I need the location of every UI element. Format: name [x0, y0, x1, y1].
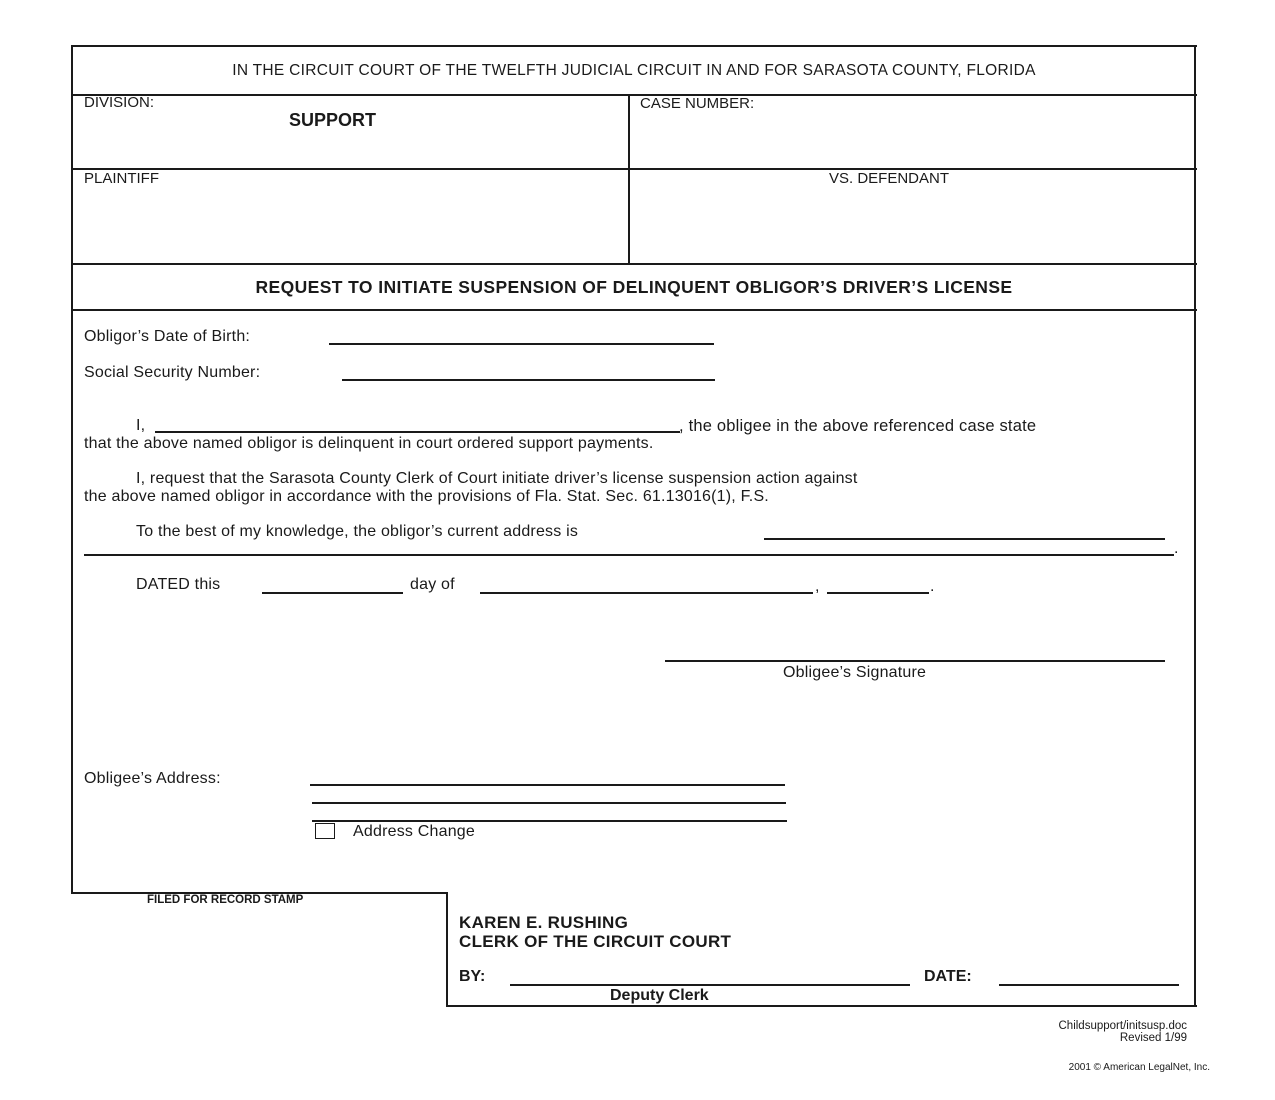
- case-number-value[interactable]: [640, 125, 1180, 155]
- address-change-label: Address Change: [353, 823, 475, 840]
- form-title: REQUEST TO INITIATE SUSPENSION OF DELINQUENT OBLIGOR’S DRIVER’S LICENSE: [255, 277, 1013, 297]
- clerk-box-left: [446, 892, 448, 1007]
- dated-year-line: [827, 592, 929, 594]
- signature-input[interactable]: [667, 630, 1163, 658]
- obligee-address-line-3: [312, 820, 787, 822]
- obligor-address-input[interactable]: [766, 520, 1164, 537]
- ssn-line: [342, 379, 715, 381]
- address-change-checkbox[interactable]: [315, 823, 335, 839]
- clerk-name: KAREN E. RUSHING: [459, 913, 629, 932]
- caption-bottom: [71, 263, 1197, 265]
- header-divider: [71, 94, 1197, 96]
- p2-line1: I, request that the Sarasota County Clerk of Court initiate driver’s license suspension action against: [136, 470, 858, 487]
- p3-end: .: [1174, 540, 1179, 557]
- obligor-address-line-2: [84, 554, 1174, 556]
- obligee-address-input[interactable]: [312, 770, 785, 820]
- frame-left: [71, 45, 73, 894]
- deputy-signature-line: [510, 984, 910, 986]
- day-of-label: day of: [410, 576, 455, 593]
- frame-top: [71, 45, 1197, 47]
- plaintiff-label: PLAINTIFF: [84, 170, 160, 187]
- obligee-name-line: [155, 431, 680, 433]
- p3-text: To the best of my knowledge, the obligor’s current address is: [136, 523, 579, 540]
- division-value[interactable]: SUPPORT: [289, 110, 377, 130]
- clerk-date-line: [999, 984, 1179, 986]
- title-bottom: [71, 309, 1197, 311]
- dob-input[interactable]: [332, 324, 712, 342]
- frame-right: [1194, 45, 1196, 1007]
- dob-line: [329, 343, 714, 345]
- dated-comma: ,: [815, 578, 820, 595]
- caption-divider: [71, 168, 1197, 170]
- p1-start: I,: [136, 417, 146, 434]
- deputy-clerk-label: Deputy Clerk: [610, 987, 709, 1004]
- dated-label: DATED this: [136, 576, 221, 593]
- dated-day-input[interactable]: [264, 574, 401, 591]
- clerk-date-input[interactable]: [1001, 964, 1177, 983]
- court-heading: IN THE CIRCUIT COURT OF THE TWELFTH JUDICIAL CIRCUIT IN AND FOR SARASOTA COUNTY, FLORIDA: [232, 62, 1036, 79]
- revised-date: Revised 1/99: [1119, 1032, 1187, 1044]
- defendant-label: VS. DEFENDANT: [829, 170, 950, 187]
- clerk-box-bottom: [446, 1005, 1197, 1007]
- dated-day-line: [262, 592, 403, 594]
- doc-name: Childsupport/initsusp.doc: [1058, 1020, 1187, 1032]
- clerk-title: CLERK OF THE CIRCUIT COURT: [459, 932, 732, 951]
- stamp-label: FILED FOR RECORD STAMP: [147, 894, 304, 906]
- plaintiff-value[interactable]: [84, 200, 614, 250]
- defendant-value[interactable]: [640, 200, 1180, 250]
- p2-line2: the above named obligor in accordance with the provisions of Fla. Stat. Sec. 61.13016(1), F.S.: [84, 488, 769, 505]
- ssn-input[interactable]: [345, 360, 713, 378]
- dob-label: Obligor’s Date of Birth:: [84, 328, 251, 345]
- case-number-label: CASE NUMBER:: [640, 95, 755, 112]
- deputy-signature-input[interactable]: [512, 964, 908, 983]
- p1-end: , the obligee in the above referenced case state: [679, 417, 1037, 435]
- signature-label: Obligee’s Signature: [783, 664, 927, 681]
- obligee-address-label: Obligee’s Address:: [84, 770, 221, 787]
- division-label: DIVISION:: [84, 94, 155, 111]
- obligor-address-line-1: [764, 538, 1165, 540]
- dated-month-input[interactable]: [482, 574, 811, 591]
- date-label: DATE:: [924, 968, 972, 985]
- p1-line2: that the above named obligor is delinquent in court ordered support payments.: [84, 435, 654, 452]
- dated-year-input[interactable]: [829, 574, 927, 591]
- dated-period: .: [930, 578, 935, 595]
- dated-month-line: [480, 592, 813, 594]
- caption-center: [628, 94, 630, 264]
- obligee-name-input[interactable]: [158, 414, 678, 430]
- ssn-label: Social Security Number:: [84, 364, 261, 381]
- signature-line: [665, 660, 1165, 662]
- by-label: BY:: [459, 968, 486, 985]
- copyright: 2001 © American LegalNet, Inc.: [1068, 1062, 1210, 1073]
